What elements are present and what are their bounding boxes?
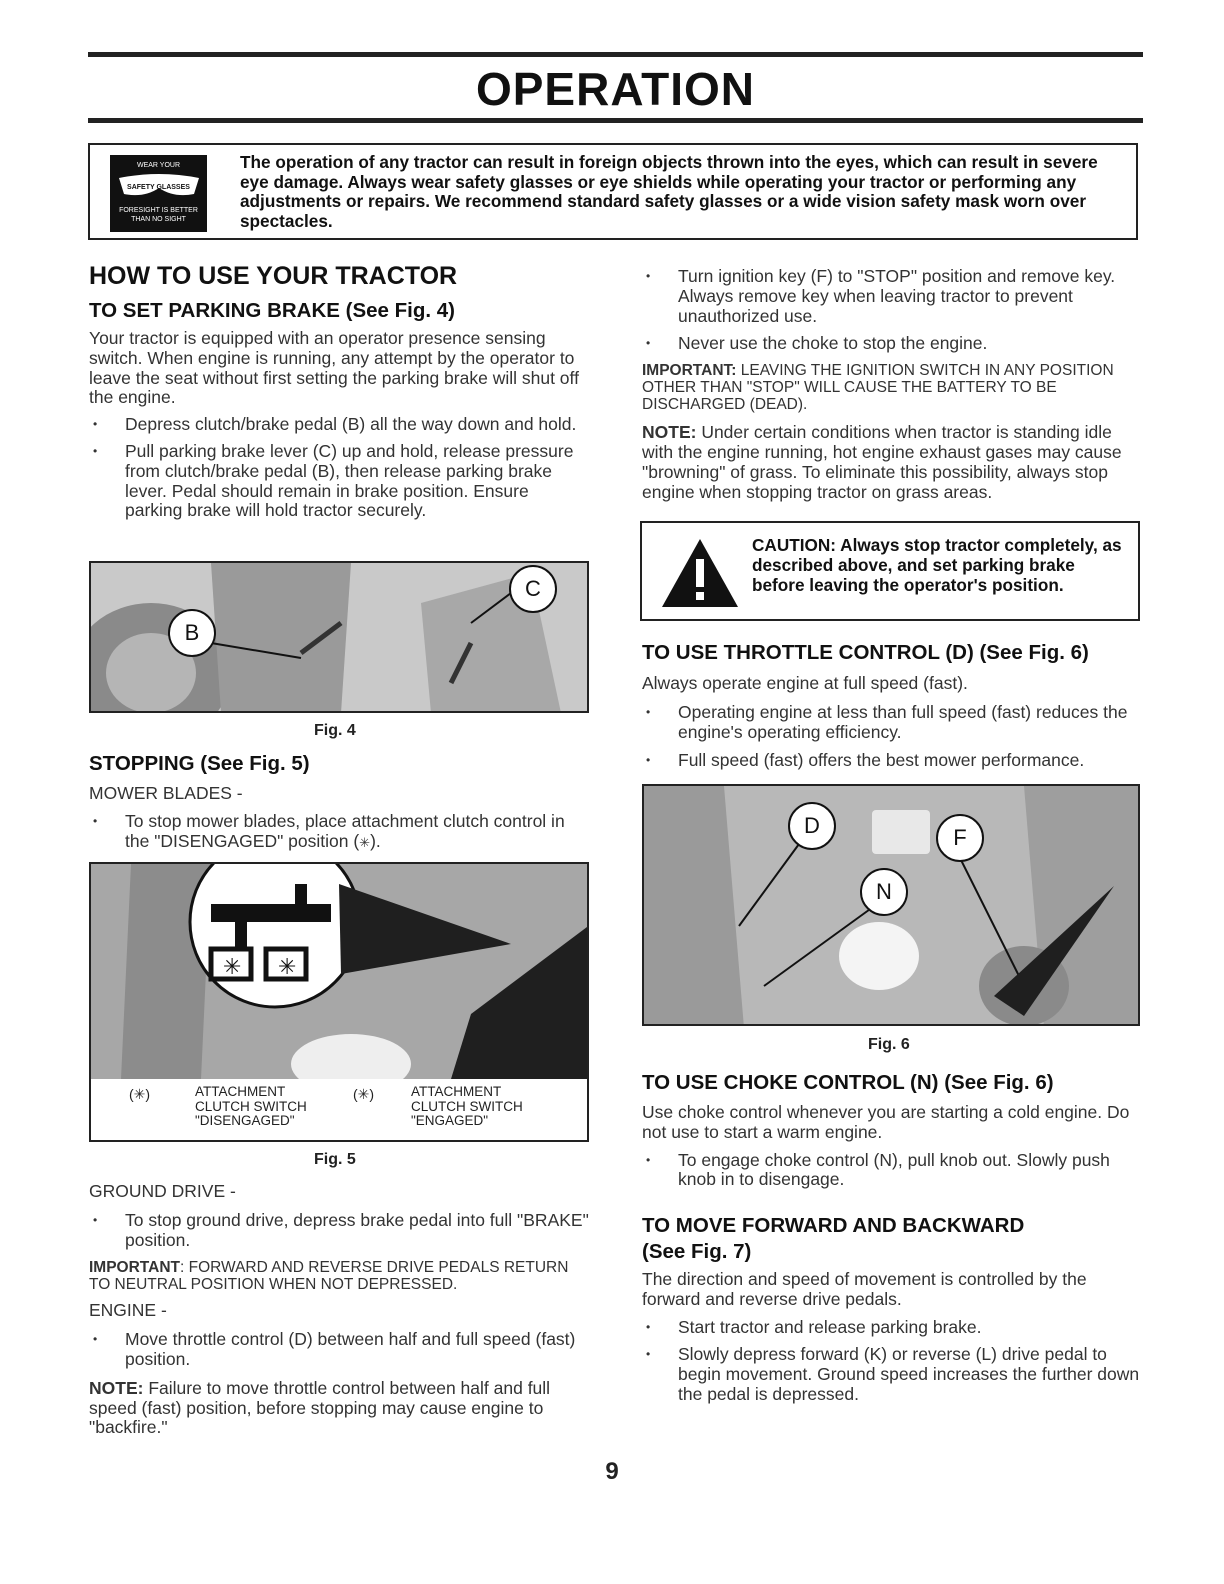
fig5-legend: [91, 1079, 587, 1140]
figure-5-attachment-clutch: [89, 862, 589, 1142]
disengaged-symbol-icon: ✳: [359, 834, 371, 850]
throttle-heading: TO USE THROTTLE CONTROL (D) (See Fig. 6): [642, 641, 1089, 664]
ignition-important: [642, 362, 1140, 413]
callout-n: N: [860, 868, 908, 916]
caution-box: [640, 521, 1140, 621]
move-intro: The direction and speed of movement is controlled by the forward and reverse drive pedals.: [642, 1269, 1087, 1309]
safety-glasses-icon: [110, 155, 207, 232]
choke-heading: TO USE CHOKE CONTROL (N) (See Fig. 6): [642, 1071, 1054, 1094]
engaged-legend: [353, 1085, 523, 1129]
left-column: [89, 262, 589, 521]
parking-bullet: • Pull parking brake lever (C) up and hold, release pressure from clutch/brake pedal (B), then release parking brake lever. Pedal should remain in brake position. Ensure parking brake will hold tractor securely.: [89, 442, 589, 521]
figure-5-caption: Fig. 5: [314, 1151, 356, 1168]
main-heading: HOW TO USE YOUR TRACTOR: [89, 262, 458, 290]
throttle-bullet: • Full speed (fast) offers the best mower performance.: [642, 751, 1140, 771]
icon-text: THAN NO SIGHT: [131, 216, 186, 223]
mower-blades-label: MOWER BLADES -: [89, 783, 243, 803]
note-text: Failure to move throttle control between half and full speed (fast) position, before stopping may cause engine to "backfire.": [89, 1377, 551, 1438]
throttle-section: [642, 641, 1140, 771]
legend-line: CLUTCH SWITCH: [195, 1098, 307, 1114]
engine-bullet: • Move throttle control (D) between half and full speed (fast) position.: [89, 1330, 589, 1370]
move-heading-line1: TO MOVE FORWARD AND BACKWARD: [642, 1214, 1025, 1237]
right-column-top: [642, 267, 1140, 502]
ground-bullet: • To stop ground drive, depress brake pedal into full "BRAKE" position.: [89, 1211, 589, 1251]
parking-bullet: • Depress clutch/brake pedal (B) all the way down and hold.: [89, 415, 589, 435]
engine-label: ENGINE -: [89, 1300, 167, 1321]
warning-triangle-icon: [660, 537, 740, 609]
important-note: [89, 1259, 589, 1293]
move-heading-line2: (See Fig. 7): [642, 1240, 752, 1263]
move-bullet: • Slowly depress forward (K) or reverse (L) drive pedal to begin movement. Ground speed increases the further down the pedal is depressed.: [642, 1345, 1140, 1404]
stopping-heading: STOPPING (See Fig. 5): [89, 752, 310, 775]
top-rule: [88, 52, 1143, 57]
important-label: IMPORTANT:: [642, 362, 737, 380]
eye-safety-warning: [88, 143, 1138, 240]
ground-engine-section: [89, 1182, 589, 1438]
icon-text: FORESIGHT IS BETTER: [119, 207, 198, 214]
page-title: OPERATION: [475, 63, 756, 115]
disengaged-symbol-icon: (✳): [129, 1086, 151, 1102]
move-section: [642, 1214, 1140, 1405]
svg-text:✳: ✳: [278, 955, 297, 980]
mower-bullet: [89, 812, 589, 853]
callout-d: D: [788, 802, 836, 850]
backfire-note: [89, 1379, 589, 1438]
legend-line: "ENGAGED": [411, 1113, 489, 1128]
svg-text:✳: ✳: [223, 955, 242, 980]
icon-text: WEAR YOUR: [136, 162, 181, 169]
figure-6-caption: Fig. 6: [868, 1036, 910, 1053]
legend-line: ATTACHMENT: [411, 1084, 502, 1099]
callout-f: F: [936, 814, 984, 862]
choke-stop-bullet: • Never use the choke to stop the engine.: [642, 334, 1140, 354]
caution-text: CAUTION: Always stop tractor completely, as described above, and set parking brake before leaving the operator's position.: [752, 535, 1122, 595]
legend-line: CLUTCH SWITCH: [411, 1098, 523, 1114]
parking-brake-heading: TO SET PARKING BRAKE (See Fig. 4): [89, 299, 456, 322]
browning-note: [642, 423, 1140, 502]
important-text: : FORWARD AND REVERSE DRIVE PEDALS RETURN TO NEUTRAL POSITION WHEN NOT DEPRESSED.: [89, 1259, 569, 1294]
choke-bullet: • To engage choke control (N), pull knob out. Slowly push knob in to disengage.: [642, 1151, 1140, 1191]
note-label: NOTE:: [642, 422, 697, 443]
legend-line: "DISENGAGED": [195, 1113, 295, 1128]
callout-c: C: [509, 565, 557, 613]
clutch-switch-illustration: [91, 864, 589, 1079]
mower-bullet-end: ).: [370, 830, 381, 851]
throttle-bullet: • Operating engine at less than full speed (fast) reduces the engine's operating efficiency.: [642, 703, 1140, 743]
figure-4-parking-brake: [89, 561, 589, 713]
eye-warning-text: The operation of any tractor can result in foreign objects thrown into the eyes, which can result in severe eye damage. Always wear safety glasses or eye shields while operating your tractor or performing any adjustments or repairs. We recommend standard safety glasses or a wide vision safety mask worn over spectacles.: [240, 152, 1098, 231]
important-label: IMPORTANT: [89, 1259, 180, 1277]
engaged-symbol-icon: (✳): [353, 1086, 375, 1102]
icon-text: SAFETY GLASSES: [127, 184, 190, 191]
mower-bullet-text: To stop mower blades, place attachment clutch control in the "DISENGAGED" position (: [125, 810, 565, 851]
throttle-intro: Always operate engine at full speed (fast).: [642, 673, 968, 693]
figure-6-controls: [642, 784, 1140, 1026]
callout-b: B: [168, 609, 216, 657]
title-underline: [88, 118, 1143, 123]
important-text: LEAVING THE IGNITION SWITCH IN ANY POSITION OTHER THAN "STOP" WILL CAUSE THE BATTERY TO BE DISCHARGED (DEAD).: [642, 362, 1114, 414]
legend-line: ATTACHMENT: [195, 1084, 286, 1099]
move-bullet: • Start tractor and release parking brake.: [642, 1318, 1140, 1338]
choke-section: [642, 1071, 1140, 1190]
stopping-section: [89, 752, 589, 852]
ignition-bullet: • Turn ignition key (F) to "STOP" position and remove key. Always remove key when leaving tractor to prevent unauthorized use.: [642, 267, 1140, 326]
note-label: NOTE:: [89, 1377, 144, 1398]
parking-intro: Your tractor is equipped with an operator presence sensing switch. When engine is running, any attempt by the operator to leave the seat without first setting the parking brake will shut off the engine.: [89, 328, 579, 408]
disengaged-legend: [129, 1085, 307, 1129]
figure-4-caption: Fig. 4: [314, 722, 356, 739]
ground-drive-label: GROUND DRIVE -: [89, 1181, 236, 1201]
page-number: 9: [605, 1458, 619, 1485]
choke-intro: Use choke control whenever you are starting a cold engine. Do not use to start a warm engine.: [642, 1102, 1130, 1142]
note-text: Under certain conditions when tractor is standing idle with the engine running, hot engine exhaust gases may cause "browning" of grass. To eliminate this possibility, always stop engine when stopping tractor on grass areas.: [642, 422, 1122, 502]
